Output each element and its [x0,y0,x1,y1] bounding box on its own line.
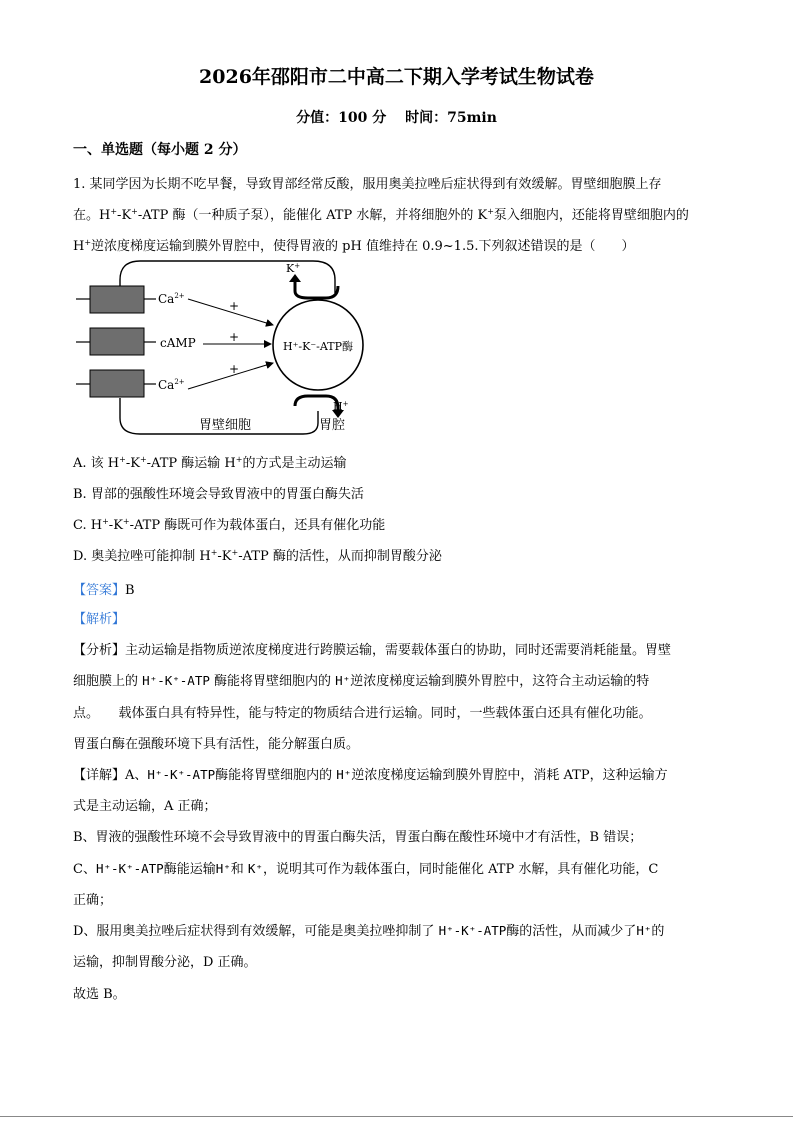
detail-a-line-2: 式是主动运输，A 正确； [73,799,217,814]
receptor-box-2 [90,328,144,355]
camp-label: cAMP [160,336,196,350]
cell-label: 胃壁细胞 [199,418,252,433]
question-stem-line-2: 在。H+-K+-ATP 酶（一种质子泵），能催化 ATP 水解，并将细胞外的 K+泵入细胞内，还能将胃壁细胞内的 [73,207,689,223]
question-stem-line-1: 1. 某同学因为长期不吃早餐，导致胃部经常反酸，服用奥美拉唑后症状得到有效缓解。胃壁细胞膜上存 [73,177,662,192]
option-c: C. H+-K+-ATP 酶既可作为载体蛋白，还具有催化功能 [73,517,386,533]
analysis-line-2: 细胞膜上的 H⁺-K⁺-ATP 酶能将胃壁细胞内的 H⁺逆浓度梯度运输到膜外胃腔中，这符合主动运输的特 [73,673,650,689]
h-label: H+ [333,400,349,413]
detail-b: B、胃液的强酸性环境不会导致胃液中的胃蛋白酶失活，胃蛋白酶在酸性环境中才有活性，B 错误； [73,830,643,845]
conclusion: 故选 B。 [73,987,126,1002]
lumen-label: 胃腔 [319,418,346,433]
exam-title: 2026年邵阳市二中高二下期入学考试生物试卷 [199,66,594,88]
page-bottom-rule [0,1116,793,1117]
answer-value: B [125,583,135,598]
option-a: A. 该 H+-K+-ATP 酶运输 H+的方式是主动运输 [73,455,347,471]
detail-a-line-1: 【详解】A、H⁺-K⁺-ATP酶能将胃壁细胞内的 H⁺逆浓度梯度运输到膜外胃腔中，消耗 ATP，这种运输方 [73,767,668,783]
exam-score-time: 分值：100 分 时间：75min [296,110,497,126]
h-arrow [295,396,338,410]
detail-c-line-2: 正确； [73,893,113,908]
ca-bottom-label: $Ca^{2+}$ [158,378,185,392]
receptor-box-1 [90,286,144,313]
section-heading: 一、单选题（每小题 2 分） [73,142,247,158]
detail-d-line-2: 运输，抑制胃酸分泌，D 正确。 [73,955,257,970]
enzyme-label: H⁺-K⁻-ATP酶 [283,340,353,353]
plus-2: + [229,330,240,344]
answer-label: 【答案】 [73,583,126,598]
analysis-line-4: 胃蛋白酶在强酸环境下具有活性，能分解蛋白质。 [73,737,360,752]
analysis-line-1: 【分析】主动运输是指物质逆浓度梯度进行跨膜运输，需要载体蛋白的协助，同时还需要消耗能量。胃壁 [73,643,672,658]
gastric-pump-diagram [73,258,373,438]
ca-top-label: $Ca^{2+}$ [158,292,185,306]
analysis-line-3: 点。 载体蛋白具有特异性，能与特定的物质结合进行运输。同时，一些载体蛋白还具有催化功能。 [73,706,652,721]
cell-outline [120,261,335,300]
k-arrow [295,278,338,298]
receptor-box-3 [90,370,144,397]
option-d: D. 奥美拉唑可能抑制 H+-K+-ATP 酶的活性，从而抑制胃酸分泌 [73,548,442,564]
question-stem-line-3: H+逆浓度梯度运输到膜外胃腔中，使得胃液的 pH 值维持在 0.9~1.5.下列叙述错误的是（ ） [73,238,635,254]
answer-line [73,579,723,598]
detail-d-line-1: D、服用奥美拉唑后症状得到有效缓解，可能是奥美拉唑抑制了 H⁺-K⁺-ATP酶的活性，从而减少了H⁺的 [73,923,665,939]
plus-1: + [229,299,240,313]
option-b: B. 胃部的强酸性环境会导致胃液中的胃蛋白酶失活 [73,487,364,502]
k-label: K+ [286,262,301,275]
analysis-label: 【解析】 [73,612,126,627]
detail-c-line-1: C、H⁺-K⁺-ATP酶能运输H⁺和 K⁺，说明其可作为载体蛋白，同时能催化 ATP 水解，具有催化功能，C [73,861,659,877]
plus-3: + [229,362,240,376]
